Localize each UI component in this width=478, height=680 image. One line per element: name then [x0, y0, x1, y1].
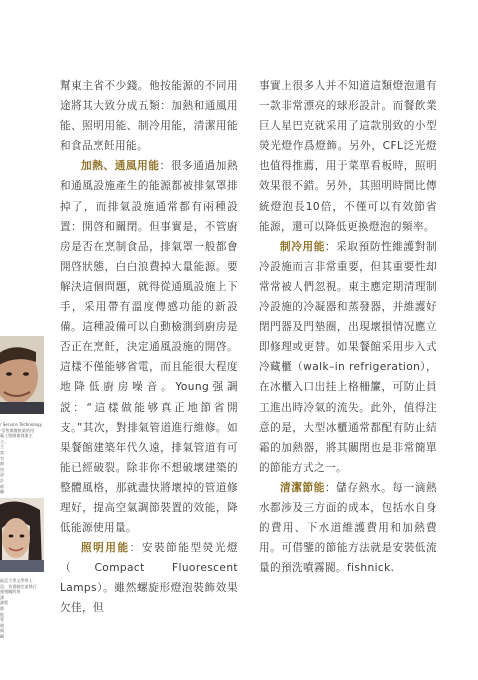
paragraph [60, 538, 238, 618]
photo-woman [0, 498, 44, 572]
text-column-left [60, 76, 238, 619]
text-column-right [259, 76, 437, 578]
paragraph-text: ：安裝節能型熒光燈（Compact Fluorescent Lamps）。雖然螺旋形燈泡裝飾效果欠佳，但 [60, 542, 238, 615]
section-heading: 清潔節能 [280, 481, 325, 494]
paragraph [60, 76, 238, 156]
section-heading: 加熱、通風用能 [81, 160, 160, 173]
photo-man [0, 336, 44, 414]
paragraph-text: ：儲存熱水。每一滴熱水都涉及三方面的成本，包括水自身的費用、下水道維護費用和加熱費用。可借鑒的節能方法就是安裝低流量的預洗噴霧閥。fishnick. [259, 481, 437, 575]
paragraph-text: ：很多通過加熱和通風設施產生的能源都被排氣罩排掉了，而排氣設施通常都有兩種設置：開啓和關閉。但事實是，不管廚房是否在烹制食品，排氣罩一般都會開啓狀態，白白浪費掉大量能源。要解決這個問題，就得從通風設施上下手，采用帶有溫度傳感功能的新設備。這種設備可以自動檢測到廚房是否正在烹飪，決定通風設施的開啓。這樣不僅能够省電，而且能很大程度地降低廚房噪音。Young强調説：“這樣做能够真正地節省開支。”其次，對排氣管道進行維修。如果餐館建築年代久遠，排氣管道有可能已經破裂。除非你不想破壞建築的整體風格，那就盡快將壞掉的管道修理好，提高空氣調節裝置的效能，降低能源使用量。 [60, 160, 238, 535]
sidebar-bio-1: / Service Technology ·零售與餐飲業的用 廠工程師兼商業主 主。 主 富 有 廚 房 設 計 經 驗 [0, 422, 43, 494]
paragraph [259, 76, 437, 237]
paragraph [259, 237, 437, 478]
sidebar-bio-2: 區亞大學文學學士 員，負責制定並執行 運相關的培 訓 課程 節 能 管 理 與 顧 [0, 578, 37, 638]
section-heading: 照明用能 [81, 542, 130, 555]
paragraph [60, 156, 238, 538]
paragraph-text: 事實上很多人并不知道這類燈泡還有一款非常漂亮的球形設計。而餐飲業巨人星巴克就采用了這款別致的小型熒光燈作爲燈飾。另外，CFL泛光燈也值得推薦，用于菜單看板時，照明效果很不錯。另外，其照明時間比傳統燈泡長10倍，不僅可以有效節省能源，還可以降低更換燈泡的頻率。 [259, 80, 437, 233]
paragraph-text: 幫東主省不少錢。他按能源的不同用途將其大致分成五類：加熱和通風用能、照明用能、制冷用能，清潔用能和食品烹飪用能。 [60, 80, 238, 153]
section-heading: 制冷用能 [280, 240, 325, 253]
paragraph-text: ：采取預防性維護對制冷設施而言非常重要，但其重要性却常常被人們忽視。東主應定期清理制冷設施的冷凝器和蒸發器，并維護好閉門器及門墊圈，出現壞損情况應立即修理或更替。如果餐館采用步入式冷藏櫃（walk–in refrigeration），在冰櫃入口出挂上格柵簾，可防止員工進出時冷氣的流失。此外，值得注意的是，大型冰櫃通常都配有防止結霜的加熱器，將其關閉也是非常簡單的節能方式之一。 [259, 240, 437, 474]
paragraph [259, 478, 437, 578]
